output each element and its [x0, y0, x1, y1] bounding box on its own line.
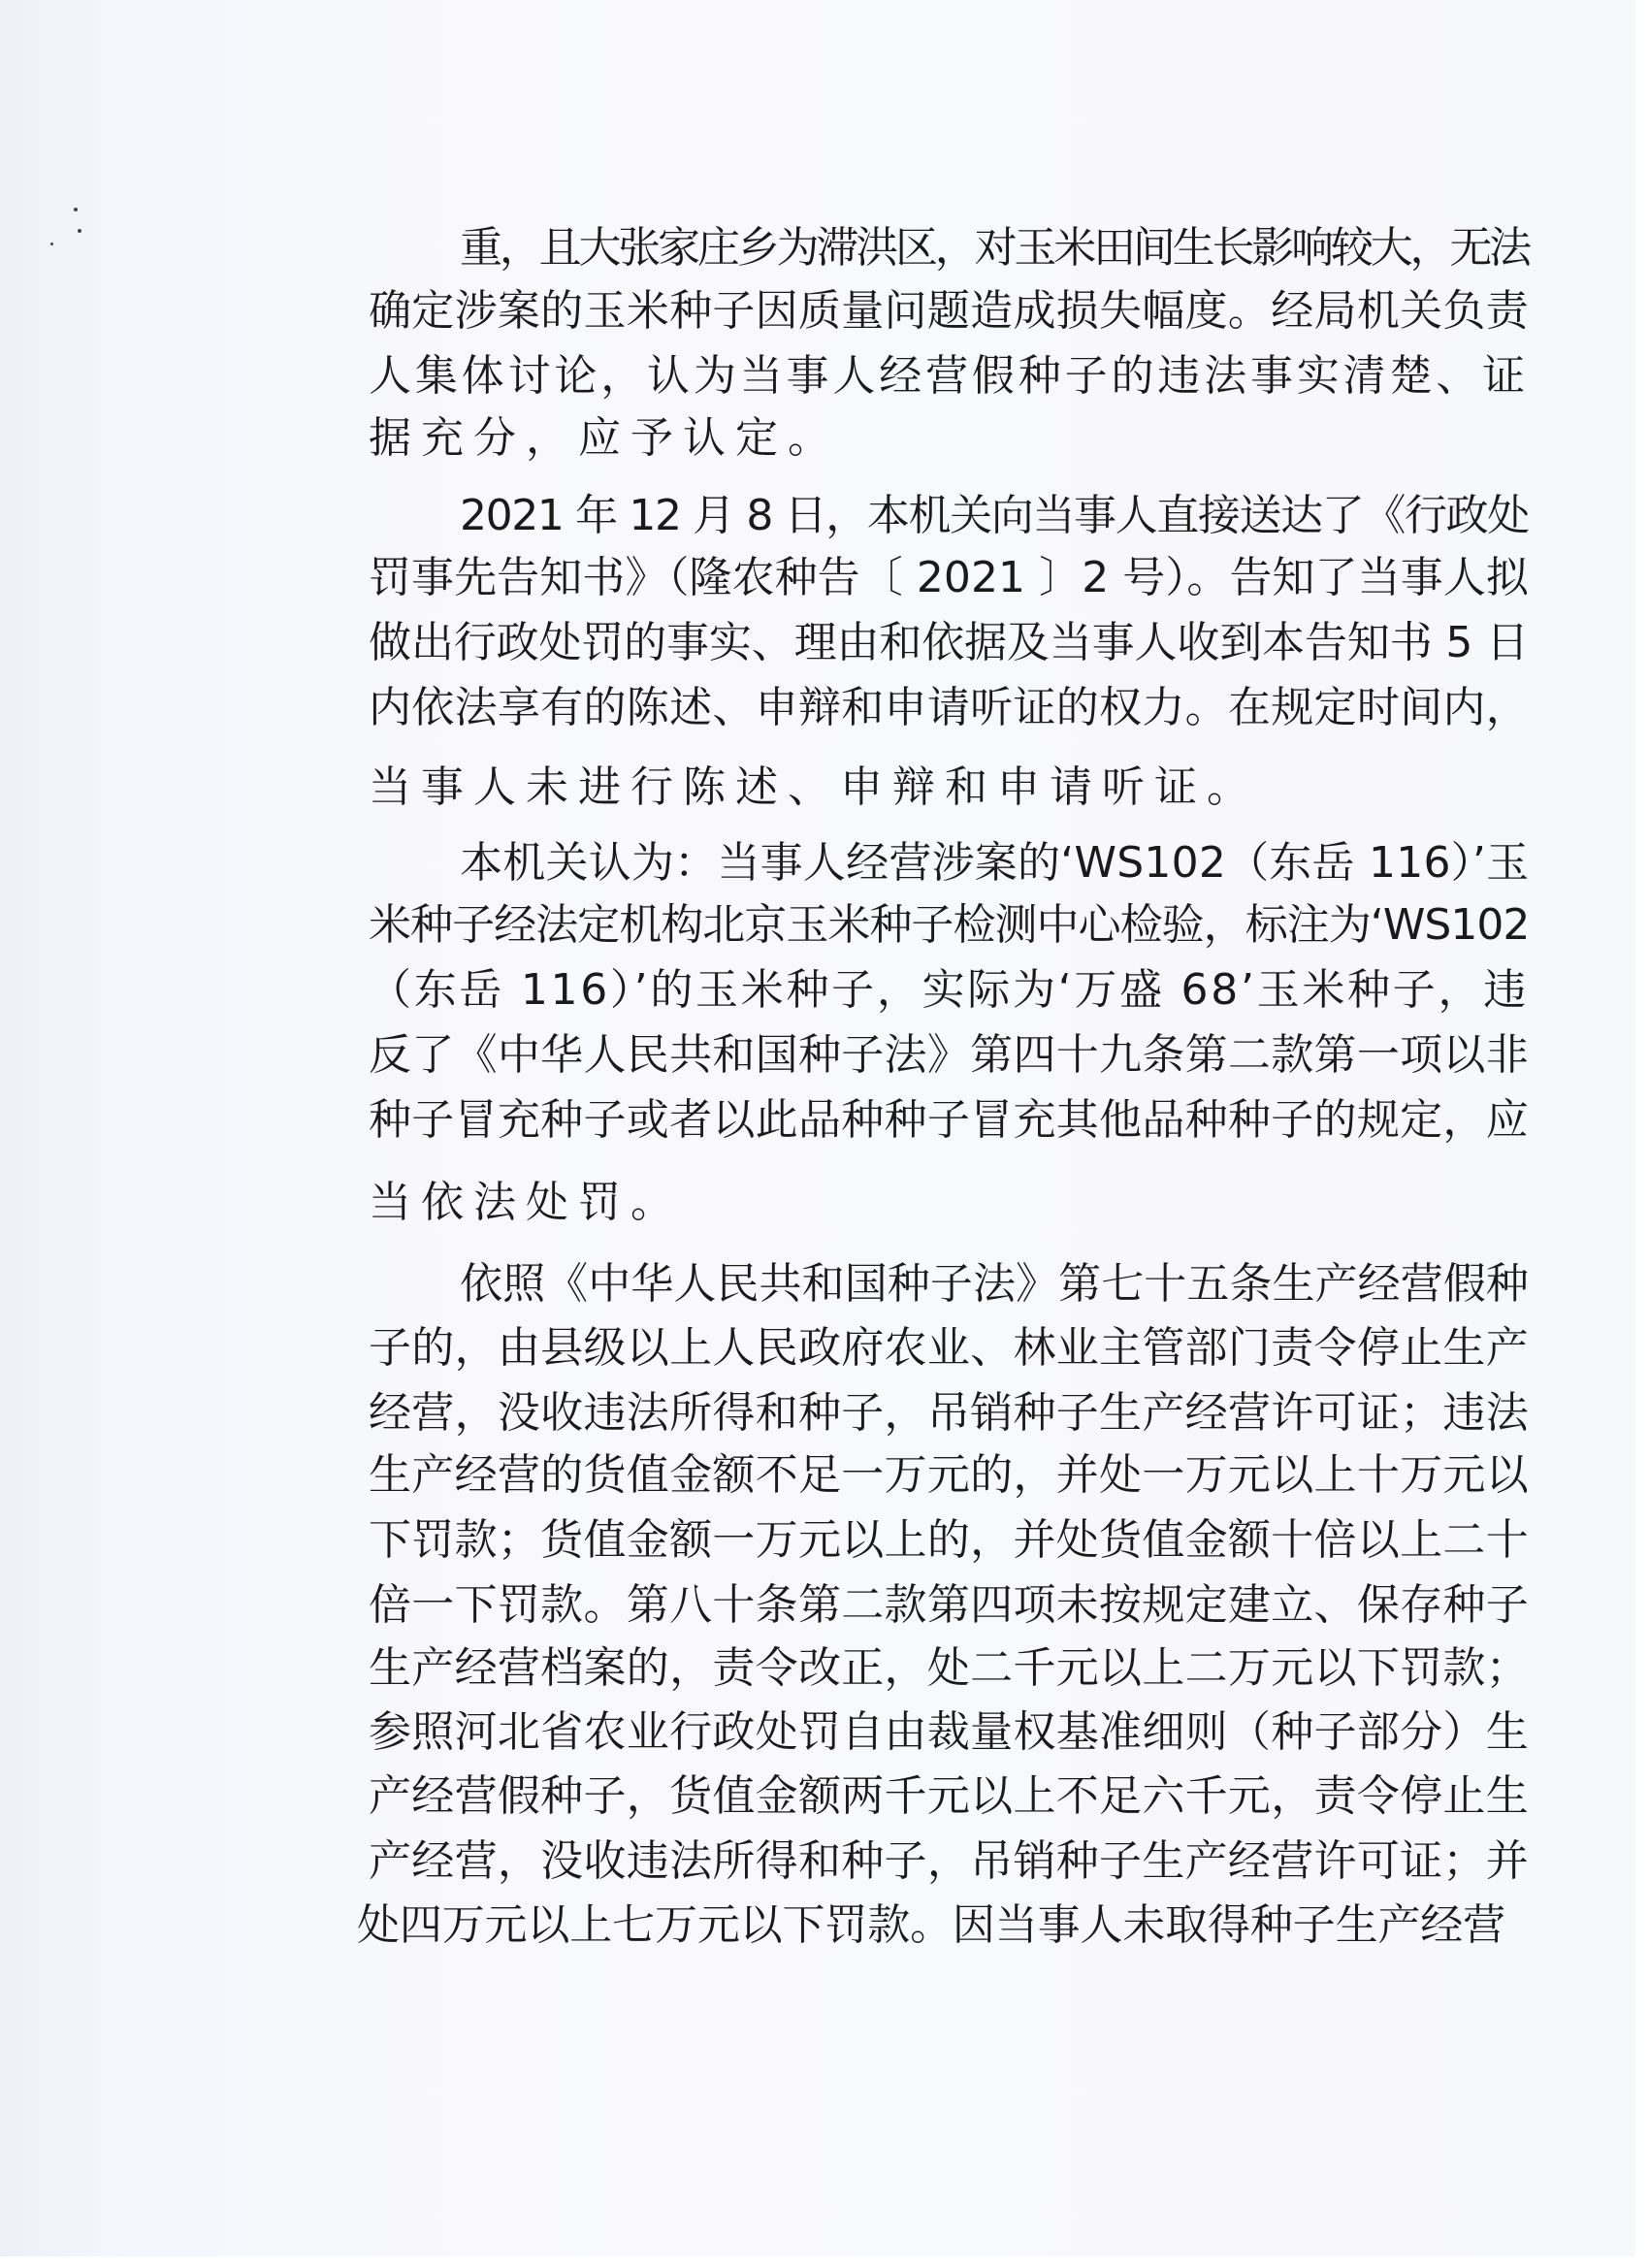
text-line: 经营，没收违法所得和种子，吊销种子生产经营许可证；违法	[369, 1388, 1529, 1438]
text-line: 2021 年 12 月 8 日，本机关向当事人直接送达了《行政处	[460, 491, 1529, 540]
text-line: 生产经营的货值金额不足一万元的，并处一万元以上十万元以	[369, 1450, 1529, 1500]
binding-hole-mark	[78, 229, 81, 233]
text-line: 人集体讨论，认为当事人经营假种子的违法事实清楚、证	[369, 351, 1529, 401]
text-line: 生产经营档案的，责令改正，处二千元以上二万元以下罚款；	[369, 1643, 1529, 1693]
text-line: 子的，由县级以上人民政府农业、林业主管部门责令停止生产	[369, 1323, 1529, 1373]
text-line: 处四万元以上七万元以下罚款。因当事人未取得种子生产经营	[357, 1900, 1505, 1950]
text-line: 罚事先告知书》（隆农种告〔 2021 〕2 号）。告知了当事人拟	[369, 553, 1529, 602]
binding-hole-mark	[50, 243, 53, 245]
text-line: 重，且大张家庄乡为滞洪区，对玉米田间生长影响较大，无法	[460, 223, 1529, 273]
text-line: 参照河北省农业行政处罚自由裁量权基准细则（种子部分）生	[369, 1707, 1529, 1757]
text-line: 反了《中华人民共和国种子法》第四十九条第二款第一项以非	[369, 1030, 1529, 1080]
text-line: 当事人未进行陈述、申辩和申请听证。	[369, 762, 1259, 812]
text-line: 倍一下罚款。第八十条第二款第四项未按规定建立、保存种子	[369, 1580, 1529, 1630]
binding-hole-mark	[74, 208, 78, 211]
text-line: 据充分，应予认定。	[369, 413, 840, 463]
text-line: 依照《中华人民共和国种子法》第七十五条生产经营假种	[460, 1259, 1529, 1309]
text-line: 当依法处罚。	[369, 1178, 683, 1227]
text-line: 产经营假种子，货值金额两千元以上不足六千元，责令停止生	[369, 1771, 1529, 1821]
text-line: （东岳 116）’的玉米种子，实际为‘万盛 68’玉米种子，违	[369, 965, 1529, 1015]
text-line: 确定涉案的玉米种子因质量问题造成损失幅度。经局机关负责	[369, 286, 1529, 336]
text-line: 内依法享有的陈述、申辩和申请听证的权力。在规定时间内，	[369, 683, 1529, 732]
text-line: 下罚款；货值金额一万元以上的，并处货值金额十倍以上二十	[369, 1515, 1529, 1565]
text-line: 种子冒充种子或者以此品种种子冒充其他品种种子的规定，应	[369, 1095, 1529, 1145]
scan-edge-right	[1635, 0, 1649, 2268]
text-line: 产经营，没收违法所得和种子，吊销种子生产经营许可证；并	[369, 1836, 1529, 1886]
text-line: 本机关认为：当事人经营涉案的‘WS102（东岳 116）’玉	[460, 838, 1530, 888]
text-line: 做出行政处罚的事实、理由和依据及当事人收到本告知书 5 日	[369, 618, 1529, 667]
scan-edge-bottom	[0, 2256, 1649, 2268]
text-line: 米种子经法定机构北京玉米种子检测中心检验，标注为‘WS102	[369, 900, 1530, 950]
